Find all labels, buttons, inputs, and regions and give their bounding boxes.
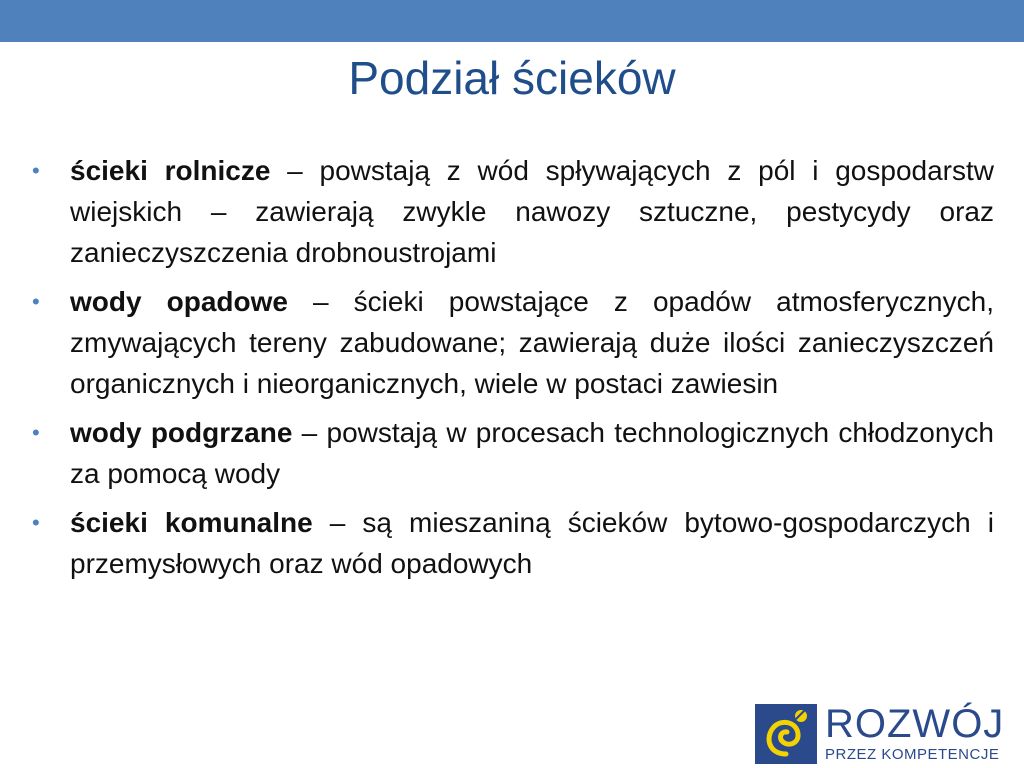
bullet-text: – powstają z wód spływających z pól i gospodarstw wiejskich – zawierają zwykle nawozy sztuczne, pestycydy oraz zanieczyszczenia drobnoustrojami [70,155,994,268]
bullet-text: – są mieszaniną ścieków bytowo-gospodarczych i przemysłowych oraz wód opadowych [70,507,995,579]
bullet-term: ścieki rolnicze [70,155,271,186]
bullet-term: ścieki komunalne [70,507,313,538]
bullet-icon: • [32,420,40,445]
bullet-list [30,150,994,592]
slide-title: Podział ścieków [348,52,676,104]
bullet-item-scieki-rolnicze [30,150,994,273]
bullet-icon: • [32,158,40,183]
logo-wordmark: ROZWÓJ [825,702,1005,746]
bullet-icon: • [32,289,40,314]
bullet-term: wody podgrzane [70,417,293,448]
bullet-text: – ścieki powstające z opadów atmosferycznych, zmywających tereny zabudowane; zawierają duże ilości zanieczyszczeń organicznych i nieorganicznych, wiele w postaci zawiesin [70,286,994,399]
logo-spiral-icon [755,704,817,764]
bullet-icon: • [32,510,40,535]
bullet-item-wody-opadowe [30,281,994,404]
bullet-item-scieki-komunalne [30,502,994,584]
logo-tagline: PRZEZ KOMPETENCJE [825,746,1000,763]
bullet-term: wody opadowe [70,286,288,317]
top-accent-bar [0,0,1024,42]
bullet-text: – powstają w procesach technologicznych chłodzonych za pomocą wody [70,417,994,489]
bullet-item-wody-podgrzane [30,412,994,494]
rozwoj-logo [755,700,1024,768]
